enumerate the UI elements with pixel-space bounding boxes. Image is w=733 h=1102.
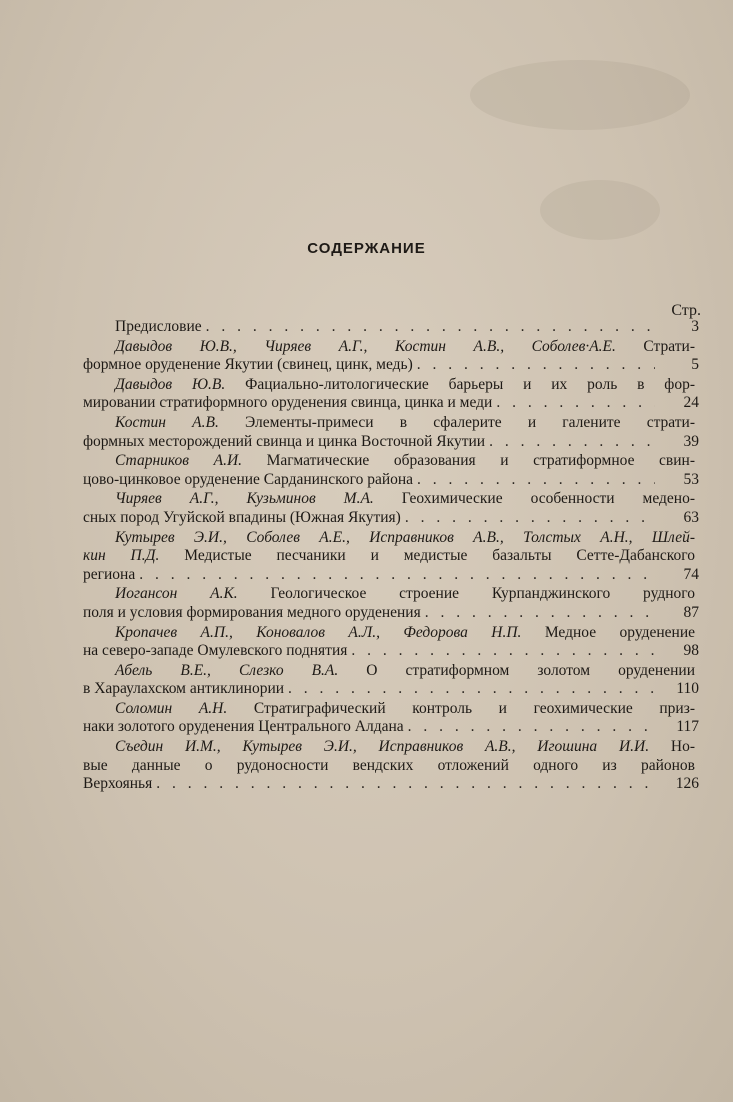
toc-entry-line <box>83 356 695 375</box>
entry-title-text: Фациально-литологические барьеры и их роль в фор- <box>225 375 695 393</box>
toc-entry-line <box>83 433 695 452</box>
toc-entry-line <box>83 529 695 548</box>
entry-page-number: 110 <box>676 680 699 698</box>
entry-authors: Старников А.И. <box>115 452 243 470</box>
entry-title-text: Геохимические особенности медено- <box>373 490 695 508</box>
toc-entry-line <box>83 738 695 757</box>
toc-entry-line <box>83 471 695 490</box>
toc-entry <box>83 375 699 413</box>
entry-title-text: в Хараулахском антиклинории <box>83 680 285 698</box>
toc-entry-line <box>83 642 695 661</box>
toc-entry-line <box>83 604 695 623</box>
toc-entry-line <box>83 624 695 643</box>
toc-entry-line <box>83 452 695 471</box>
toc-entry <box>83 623 699 661</box>
entry-title-text: Медистые песчаники и медистые базальты Сетте-Дабанского <box>159 547 696 565</box>
entry-page-number: 39 <box>683 432 699 450</box>
leader-dots <box>206 318 655 337</box>
toc-entry-line <box>83 509 695 528</box>
toc-entry <box>83 413 699 451</box>
paper-stain <box>470 60 690 130</box>
toc-entry-line <box>83 757 695 776</box>
toc-entry <box>83 337 699 375</box>
leader-dots <box>425 604 655 623</box>
leader-dots <box>139 566 655 585</box>
toc-entry <box>83 490 699 527</box>
toc-entry <box>83 528 699 585</box>
entry-title-text: цово-цинковое оруденение Сарданинского района <box>83 470 414 488</box>
entry-title-text: вые данные о рудоносности вендских отложений одного из районов <box>83 756 695 774</box>
entry-authors: Давыдов Ю.В. <box>115 375 226 393</box>
leader-dots <box>405 509 655 528</box>
leader-dots <box>489 433 655 452</box>
table-of-contents <box>83 318 699 795</box>
entry-title-text: формных месторождений свинца и цинка Восточной Якутии <box>83 432 486 450</box>
toc-entry-line <box>83 680 695 699</box>
entry-title-text: региона <box>83 565 136 583</box>
entry-page-number: 53 <box>683 470 699 488</box>
leader-dots <box>288 680 655 699</box>
leader-dots <box>351 642 655 661</box>
entry-title-text: Предисловие <box>115 318 202 335</box>
entry-authors: Давыдов Ю.В., Чиряев А.Г., Костин А.В., Соболев·А.Е. <box>115 337 616 355</box>
toc-entry <box>83 585 699 622</box>
entry-title-text: Элементы-примеси в сфалерите и галените страти- <box>218 413 695 431</box>
entry-authors: Кутырев Э.И., Соболев А.Е., Исправников А.В., Толстых А.Н., Шлей- <box>115 528 695 546</box>
leader-dots <box>156 775 655 794</box>
toc-entry-line <box>83 662 695 681</box>
entry-page-number: 24 <box>683 394 699 412</box>
toc-entry-line <box>83 490 695 509</box>
entry-authors: Чиряев А.Г., Кузьминов М.А. <box>115 490 374 508</box>
entry-page-number: 63 <box>683 508 699 526</box>
entry-title-text: Но- <box>649 738 695 756</box>
toc-entry-line <box>83 775 695 794</box>
entry-title-text: Геологическое строение Курпанджинского рудного <box>237 585 696 603</box>
entry-authors: Съедин И.М., Кутырев Э.И., Исправников А.В., Игошина И.И. <box>115 738 650 756</box>
toc-entry-line <box>83 338 695 357</box>
toc-entry <box>83 452 699 489</box>
leader-dots <box>408 718 655 737</box>
entry-title-text: мировании стратиформного оруденения свинца, цинка и меди <box>83 394 493 412</box>
toc-entry-line <box>83 718 695 737</box>
leader-dots <box>417 356 655 375</box>
toc-entry-line <box>83 700 695 719</box>
toc-entry-line <box>83 566 695 585</box>
entry-authors: Соломин А.Н. <box>115 699 228 717</box>
entry-page-number: 3 <box>691 318 699 335</box>
entry-title-text: формное оруденение Якутии (свинец, цинк, медь) <box>83 356 413 374</box>
entry-page-number: 5 <box>691 356 699 374</box>
toc-entry-line <box>83 414 695 433</box>
entry-title-text: на северо-западе Омулевского поднятия <box>83 642 348 660</box>
leader-dots <box>417 471 655 490</box>
entry-title-text: сных пород Угуйской впадины (Южная Якутия) <box>83 508 401 526</box>
entry-title-text: Магматические образования и стратиформное свин- <box>242 452 695 470</box>
entry-title-text: Верхоянья <box>83 775 153 793</box>
entry-authors: Абель В.Е., Слезко В.А. <box>115 661 339 679</box>
contents-heading: СОДЕРЖАНИЕ <box>307 240 426 257</box>
toc-entry-line <box>83 376 695 395</box>
entry-page-number: 98 <box>683 642 699 660</box>
entry-page-number: 87 <box>683 603 699 621</box>
page-column-label: Стр. <box>671 302 701 319</box>
entry-page-number: 74 <box>683 565 699 583</box>
toc-entry-line <box>83 547 695 566</box>
entry-authors: Костин А.В. <box>115 413 219 431</box>
entry-title-text: Стратиграфический контроль и геохимические приз- <box>227 699 695 717</box>
entry-authors: кин П.Д. <box>83 547 160 565</box>
entry-authors: Иогансон А.К. <box>115 585 238 603</box>
entry-title-text: Страти- <box>615 337 695 355</box>
toc-entry <box>83 661 699 699</box>
entry-title-text: наки золотого оруденения Центрального Алдана <box>83 718 404 736</box>
toc-entry-line <box>83 585 695 604</box>
entry-page-number: 126 <box>675 775 699 793</box>
entry-title-text: поля и условия формирования медного оруденения <box>83 603 421 621</box>
toc-entry <box>83 738 699 794</box>
toc-entry <box>83 699 699 737</box>
paper-stain <box>540 180 660 240</box>
entry-authors: Кропачев А.П., Коновалов А.Л., Федорова Н.П. <box>115 623 522 641</box>
toc-entry-line <box>83 394 695 413</box>
toc-entry-line <box>83 318 695 337</box>
leader-dots <box>496 394 655 413</box>
entry-title-text: Медное оруденение <box>521 623 696 641</box>
toc-entry <box>83 318 699 337</box>
entry-page-number: 117 <box>676 718 699 736</box>
entry-title-text: О стратиформном золотом оруденении <box>338 661 695 679</box>
